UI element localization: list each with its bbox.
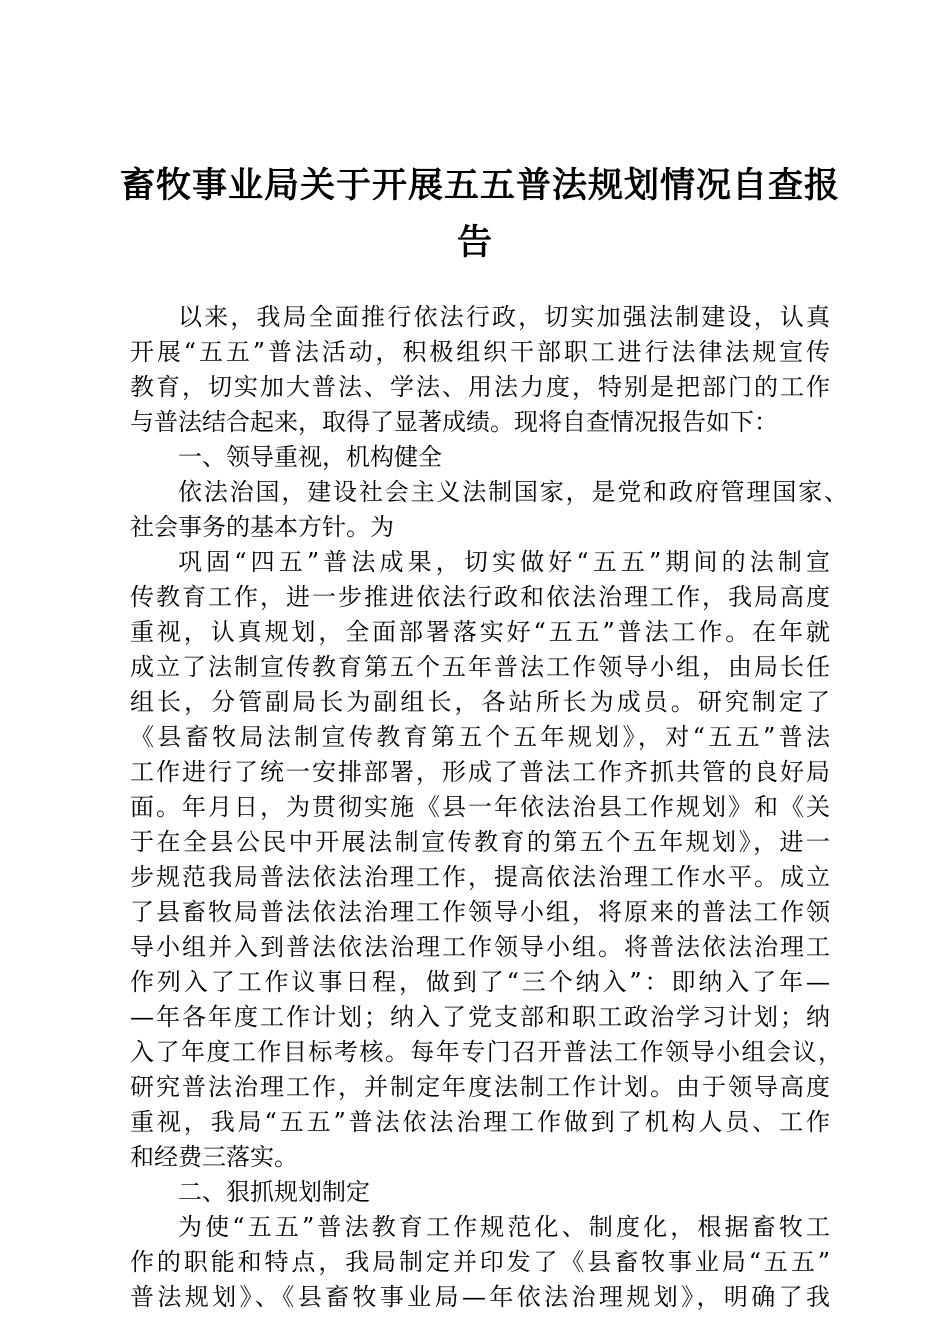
body-line: 作的职能和特点，我局制定并印发了《县畜牧事业局“五五” [130,1248,830,1276]
body-line: 入了年度工作目标考核。每年专门召开普法工作领导小组会议， [130,1038,842,1066]
body-line: 成立了法制宣传教育第五个五年普法工作领导小组，由局长任 [130,653,830,681]
body-line: 重视，认真规划，全面部署落实好“五五”普法工作。在年就 [130,618,830,646]
body-line: 工作进行了统一安排部署，形成了普法工作齐抓共管的良好局 [130,758,830,786]
document-title-line-2: 告 [456,222,493,263]
body-line: 《县畜牧局法制宣传教育第五个五年规划》，对“五五”普法 [130,723,830,751]
body-line: 组长，分管副局长为副组长，各站所长为成员。研究制定了 [130,688,830,716]
body-line: 依法治国，建设社会主义法制国家，是党和政府管理国家、 [178,478,848,506]
body-line: 与普法结合起来，取得了显著成绩。现将自查情况报告如下： [130,408,778,436]
body-line: 导小组并入到普法依法治理工作领导小组。将普法依法治理工 [130,933,830,961]
body-line: 为使“五五”普法教育工作规范化、制度化，根据畜牧工 [178,1213,830,1241]
body-line: 了县畜牧局普法依法治理工作领导小组，将原来的普法工作领 [130,898,830,926]
body-line: 巩固“四五”普法成果，切实做好“五五”期间的法制宣 [178,548,830,576]
body-line: 传教育工作，进一步推进依法行政和依法治理工作，我局高度 [130,583,830,611]
section-heading: 一、领导重视，机构健全 [178,443,442,471]
body-line: —年各年度工作计划；纳入了党支部和职工政治学习计划；纳 [130,1003,830,1031]
body-line: 普法规划》、《县畜牧事业局—年依法治理规划》，明确了我 [130,1283,830,1311]
body-line: 教育，切实加大普法、学法、用法力度，特别是把部门的工作 [130,373,830,401]
body-line: 开展“五五”普法活动，积极组织干部职工进行法律法规宣传 [130,338,830,366]
body-line: 作列入了工作议事日程，做到了“三个纳入”：即纳入了年— [130,968,830,996]
body-line: 重视，我局“五五”普法依法治理工作做到了机构人员、工作 [130,1108,830,1136]
body-line: 研究普法治理工作，并制定年度法制工作计划。由于领导高度 [130,1073,830,1101]
body-line: 步规范我局普法依法治理工作，提高依法治理工作水平。成立 [130,863,830,891]
body-line: 于在全县公民中开展法制宣传教育的第五个五年规划》，进一 [130,828,830,856]
body-line: 社会事务的基本方针。为 [130,513,394,541]
section-heading: 二、狠抓规划制定 [178,1178,370,1206]
body-line: 和经费三落实。 [130,1143,298,1171]
body-line: 面。年月日，为贯彻实施《县一年依法治县工作规划》和《关 [130,793,830,821]
body-line: 以来，我局全面推行依法行政，切实加强法制建设，认真 [178,303,830,331]
document-title-line-1: 畜牧事业局关于开展五五普法规划情况自查报 [120,165,841,206]
